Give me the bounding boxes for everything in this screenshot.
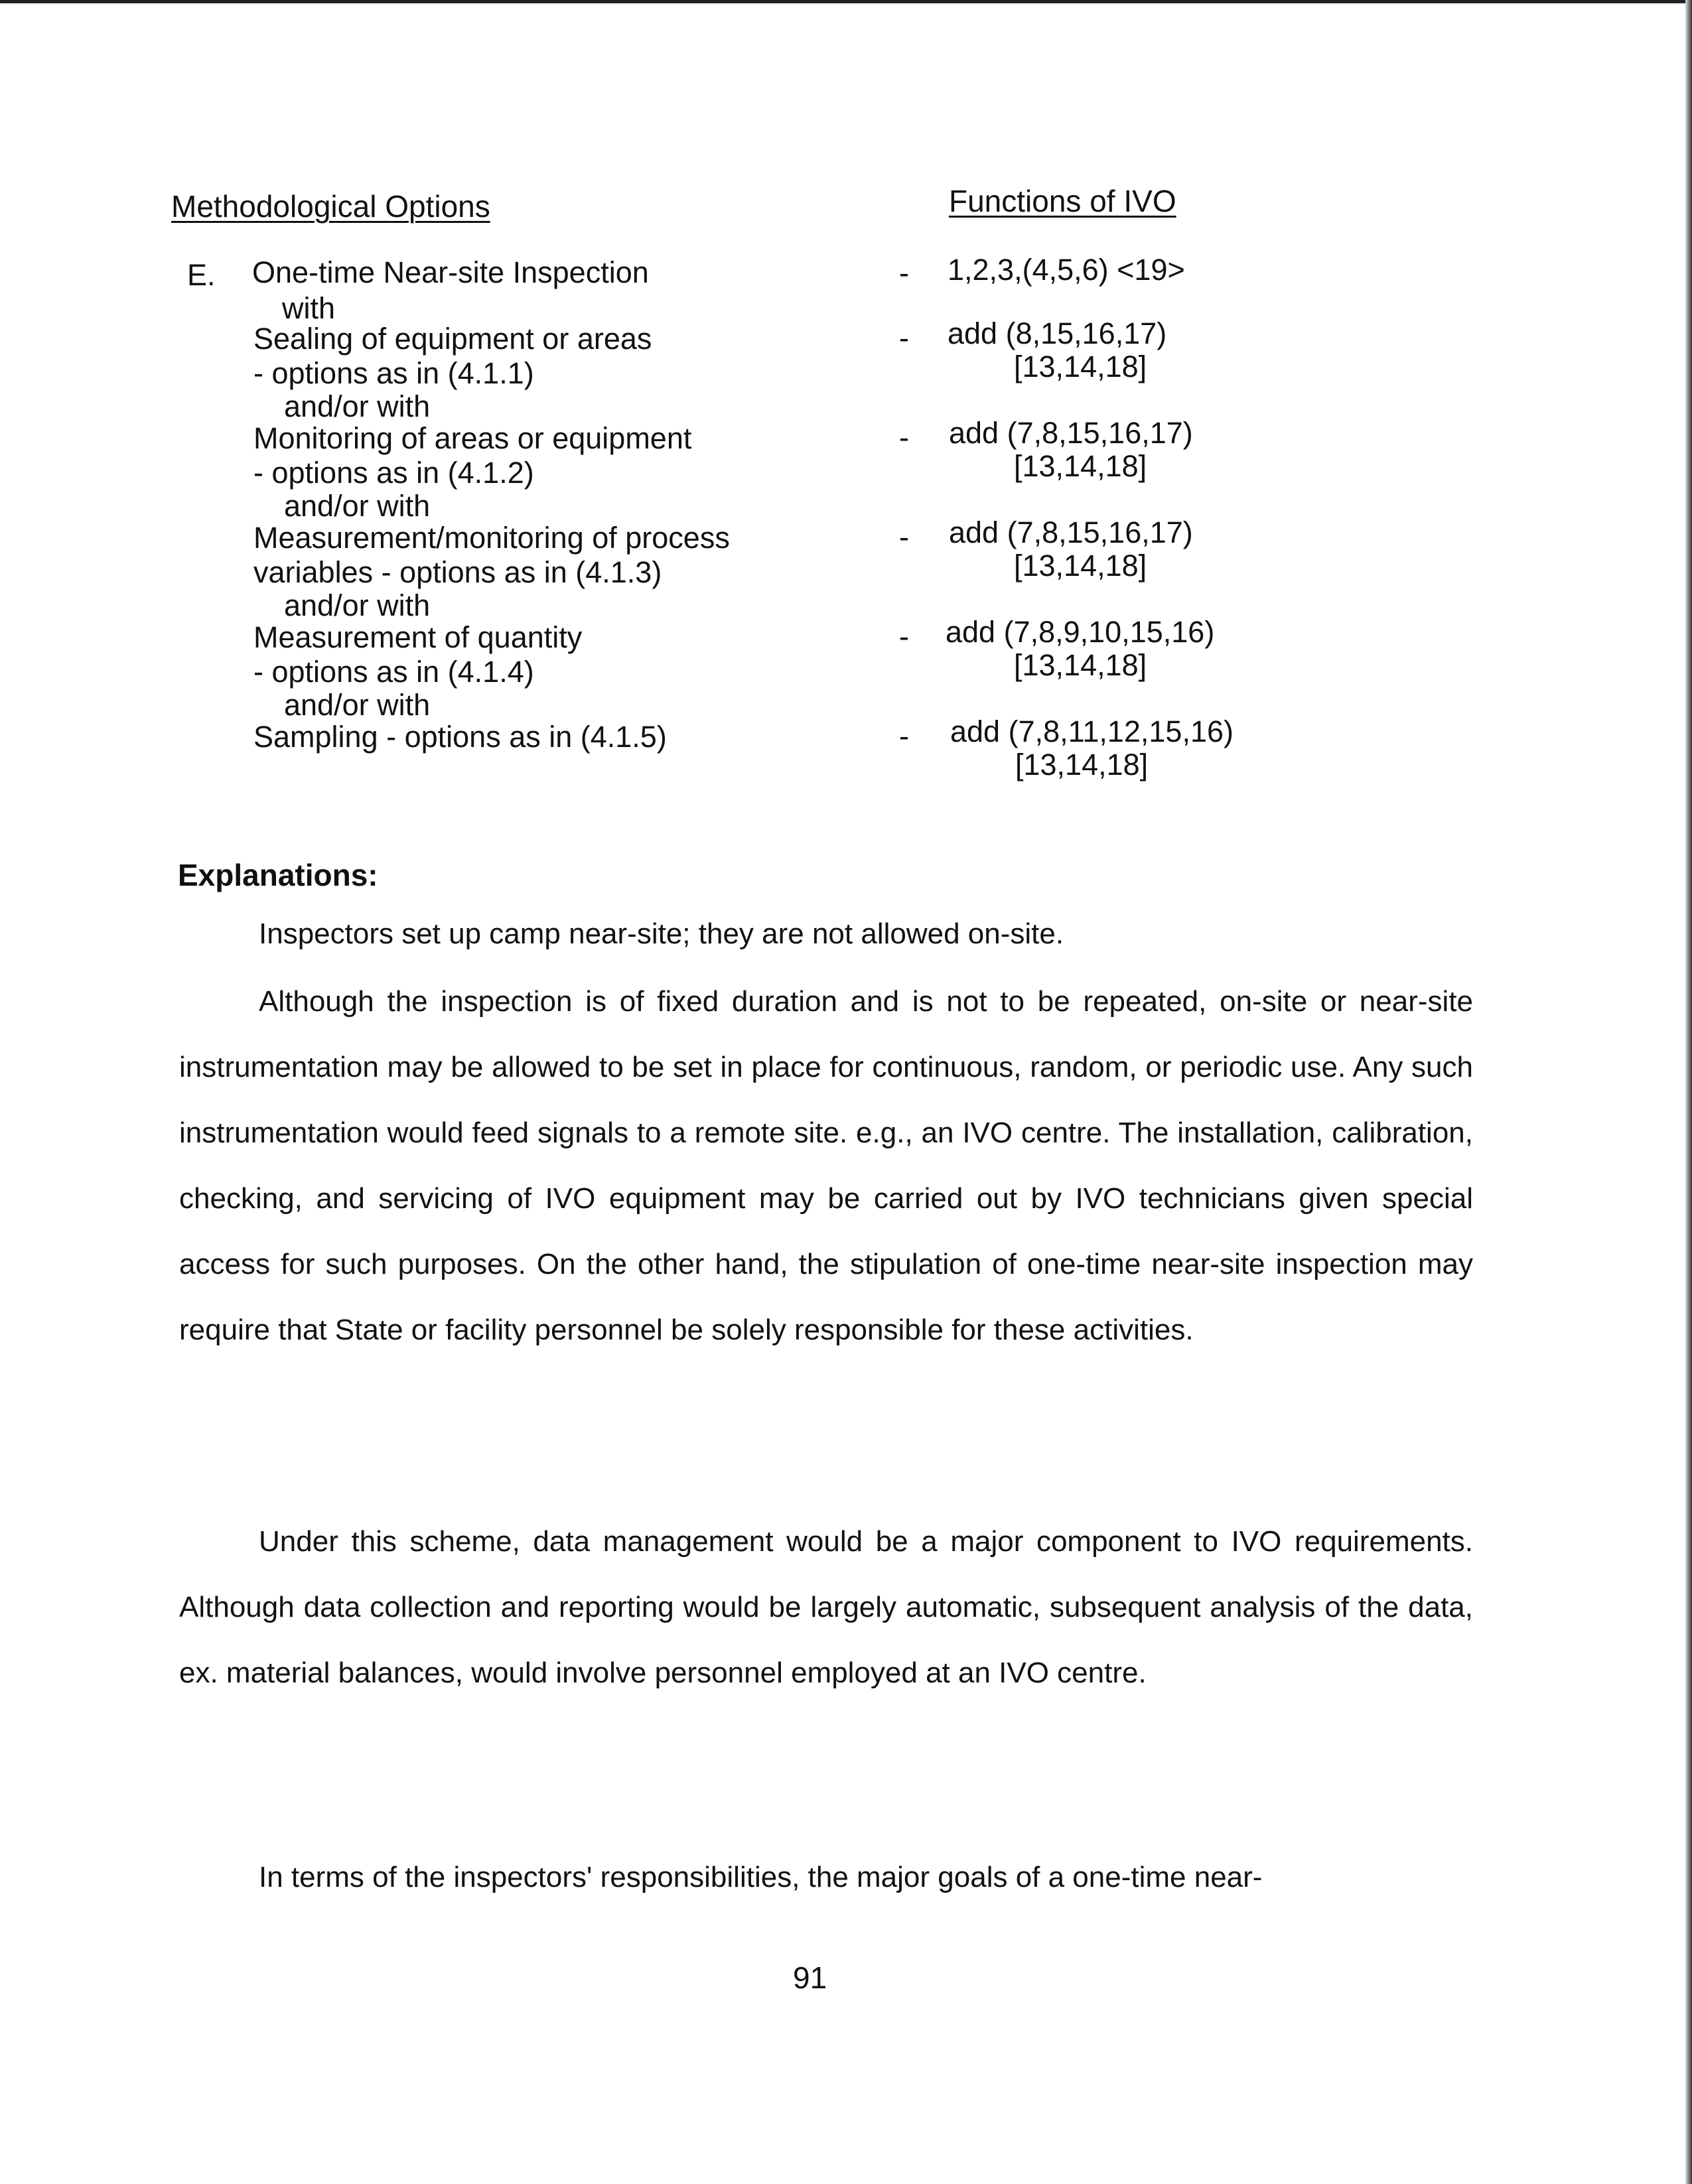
function-main: add (7,8,9,10,15,16) bbox=[946, 615, 1215, 649]
option-line: Sealing of equipment or areas bbox=[253, 322, 652, 356]
function-main: add (7,8,15,16,17) bbox=[949, 515, 1193, 549]
option-line: with bbox=[282, 291, 336, 325]
explanations-heading: Explanations: bbox=[178, 858, 378, 892]
function-dash: - bbox=[899, 256, 909, 290]
paragraph-2-text: Although the inspection is of fixed duration and is not to be repeated, on-site or near-site instrumentation may be allowed to be set in place for continuous, random, or periodic use. Any such instrumentation would feed signals to a remote site. e.g., an IVO centre. The installation, calibration, checking, and servicing of IVO equipment may be carried out by IVO technicians given special access for such purposes. On the other hand, the stipulation of one-time near-site inspection may require that State or facility personnel be solely responsible for these activities. bbox=[179, 985, 1473, 1346]
paragraph-4 bbox=[179, 1844, 1473, 1910]
function-dash: - bbox=[899, 421, 909, 454]
paragraph-2 bbox=[179, 969, 1473, 1363]
paragraph-4-text: In terms of the inspectors' responsibilities, the major goals of a one-time near- bbox=[259, 1861, 1263, 1893]
scan-edge-right bbox=[1685, 0, 1692, 2184]
function-sub: [13,14,18] bbox=[1015, 748, 1149, 782]
option-line: - options as in (4.1.1) bbox=[253, 356, 534, 390]
page-number: 91 bbox=[793, 1960, 827, 1995]
option-line: - options as in (4.1.4) bbox=[253, 655, 534, 689]
option-line: and/or with bbox=[284, 688, 431, 722]
option-line: One-time Near-site Inspection bbox=[252, 255, 649, 289]
option-line: and/or with bbox=[284, 389, 431, 423]
option-line: Sampling - options as in (4.1.5) bbox=[253, 720, 667, 754]
heading-functions-of-ivo: Functions of IVO bbox=[949, 184, 1176, 218]
function-main: add (7,8,15,16,17) bbox=[949, 416, 1193, 450]
function-sub: [13,14,18] bbox=[1014, 549, 1147, 582]
function-main: add (7,8,11,12,15,16) bbox=[950, 715, 1234, 748]
function-sub: [13,14,18] bbox=[1014, 449, 1147, 483]
paragraph-3 bbox=[179, 1509, 1473, 1706]
option-line: Measurement of quantity bbox=[253, 620, 583, 654]
option-line: and/or with bbox=[284, 588, 431, 622]
function-dash: - bbox=[899, 321, 909, 355]
function-sub: [13,14,18] bbox=[1014, 648, 1147, 682]
function-dash: - bbox=[899, 520, 909, 554]
option-line: - options as in (4.1.2) bbox=[253, 456, 534, 490]
function-main: add (8,15,16,17) bbox=[948, 316, 1167, 350]
paragraph-3-text: Under this scheme, data management would be a major component to IVO requirements. Although data collection and reporting would be largely automatic, subsequent analysis of the data, ex. material balances, would involve personnel employed at an IVO centre. bbox=[179, 1525, 1473, 1689]
option-line: and/or with bbox=[284, 489, 431, 523]
heading-methodological-options: Methodological Options bbox=[171, 189, 490, 224]
option-line: variables - options as in (4.1.3) bbox=[253, 555, 662, 589]
function-dash: - bbox=[899, 719, 909, 753]
function-dash: - bbox=[899, 620, 909, 653]
option-line: Measurement/monitoring of process bbox=[253, 521, 730, 555]
scan-edge-top bbox=[0, 0, 1692, 3]
option-line: Monitoring of areas or equipment bbox=[253, 421, 692, 455]
function-main: 1,2,3,(4,5,6) <19> bbox=[948, 253, 1185, 287]
option-letter: E. bbox=[187, 258, 216, 292]
function-sub: [13,14,18] bbox=[1014, 350, 1147, 383]
paragraph-1 bbox=[179, 901, 1473, 967]
paragraph-1-text: Inspectors set up camp near-site; they are not allowed on-site. bbox=[259, 918, 1064, 950]
